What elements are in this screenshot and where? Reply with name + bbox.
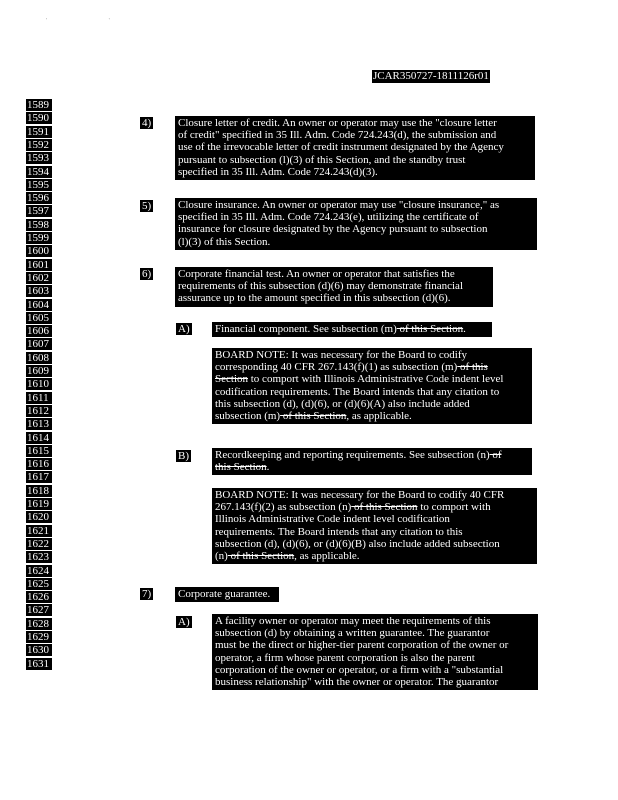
line-number: 1601 xyxy=(26,259,52,271)
paragraph-closure-letter-of-credit xyxy=(175,116,535,180)
struck-text: of this Section xyxy=(396,323,464,335)
text-run: (n) xyxy=(215,550,228,563)
text-line: Corporate financial test. An owner or operator that satisfies the xyxy=(178,268,455,280)
text-run: 267.143(f)(2) as subsection (n) xyxy=(215,501,352,514)
line-number: 1595 xyxy=(26,179,52,191)
text-run: Financial component. See subsection (m) xyxy=(215,323,397,335)
line-number: 1620 xyxy=(26,511,52,523)
paragraph-written-guarantee xyxy=(212,614,538,690)
text-line: specified in 35 Ill. Adm. Code 724.243(e), utilizing the certificate of xyxy=(178,211,479,224)
text-run: . xyxy=(463,323,466,335)
text-line: use of the irrevocable letter of credit instrument designated by the Agency xyxy=(178,141,504,154)
text-line: Corporate guarantee. xyxy=(178,588,271,600)
line-number: 1616 xyxy=(26,458,52,470)
line-number: 1618 xyxy=(26,485,52,497)
text-line: business relationship" with the owner or operator. The guarantor xyxy=(215,676,499,689)
line-number: 1603 xyxy=(26,285,52,297)
text-line: A facility owner or operator may meet the requirements of this xyxy=(215,615,491,627)
line-number: 1609 xyxy=(26,365,52,377)
struck-text: this Section xyxy=(215,461,267,474)
text-run: Recordkeeping and reporting requirements. See subsection (n) xyxy=(215,449,490,461)
struck-text: of this Section xyxy=(280,410,347,423)
line-number: 1589 xyxy=(26,99,52,111)
line-number: 1612 xyxy=(26,405,52,417)
text-line: specified in 35 Ill. Adm. Code 724.243(d)(3). xyxy=(178,165,378,178)
document-id-header: JCAR350727-1811126r01 xyxy=(373,70,489,82)
line-number: 1629 xyxy=(26,631,52,643)
text-line: BOARD NOTE: It was necessary for the Board to codify xyxy=(215,349,468,361)
line-number: 1608 xyxy=(26,352,52,364)
struck-text: of xyxy=(489,449,502,461)
text-line: this subsection (d), (d)(6), or (d)(6)(A) also include added xyxy=(215,397,470,410)
line-number: 1630 xyxy=(26,644,52,656)
paragraph-closure-insurance xyxy=(175,198,537,250)
line-number: 1599 xyxy=(26,232,52,244)
text-line: Closure letter of credit. An owner or operator may use the "closure letter xyxy=(178,117,497,129)
line-number: 1626 xyxy=(26,591,52,603)
paragraph-financial-component xyxy=(212,322,492,337)
line-number: 1598 xyxy=(26,219,52,231)
line-number: 1614 xyxy=(26,432,52,444)
item-label-6a: A) xyxy=(178,323,190,335)
item-label-6: 6) xyxy=(142,268,152,280)
line-number: 1613 xyxy=(26,418,52,430)
line-number: 1624 xyxy=(26,565,52,577)
text-line: assurance up to the amount specified in this subsection (d)(6). xyxy=(178,292,451,305)
line-number: 1619 xyxy=(26,498,52,510)
line-number: 1602 xyxy=(26,272,52,284)
paragraph-recordkeeping-reporting xyxy=(212,448,532,475)
line-number: 1606 xyxy=(26,325,52,337)
line-number: 1590 xyxy=(26,112,52,124)
line-number: 1625 xyxy=(26,578,52,590)
text-line: operator, a firm whose parent corporation is also the parent xyxy=(215,651,475,664)
text-run: subsection (m) xyxy=(215,410,281,423)
line-number: 1611 xyxy=(26,392,52,404)
text-run: , as applicable. xyxy=(346,410,412,423)
struck-text: of this Section xyxy=(351,501,418,514)
line-number: 1622 xyxy=(26,538,52,550)
text-line: Illinois Administrative Code indent level codification xyxy=(215,513,450,526)
struck-text: Section xyxy=(215,373,248,386)
text-run: to comport with Illinois Administrative Code indent level xyxy=(248,373,504,386)
line-number: 1607 xyxy=(26,338,52,350)
text-run: corresponding 40 CFR 267.143(f)(1) as subsection (m) xyxy=(215,361,458,374)
struck-text: of this xyxy=(457,361,488,374)
text-line: (l)(3) of this Section. xyxy=(178,235,271,248)
line-number: 1623 xyxy=(26,551,52,563)
line-number: 1597 xyxy=(26,205,52,217)
line-number: 1592 xyxy=(26,139,52,151)
text-line: pursuant to subsection (l)(3) of this Section, and the standby trust xyxy=(178,153,466,166)
board-note-recordkeeping xyxy=(212,488,537,564)
line-number: 1615 xyxy=(26,445,52,457)
item-label-7a: A) xyxy=(178,616,190,628)
line-number: 1621 xyxy=(26,525,52,537)
text-line: insurance for closure designated by the Agency pursuant to subsection xyxy=(178,223,488,236)
line-number: 1594 xyxy=(26,166,52,178)
line-number: 1605 xyxy=(26,312,52,324)
text-line: of credit" specified in 35 Ill. Adm. Code 724.243(d), the submission and xyxy=(178,129,497,142)
struck-text: of this Section xyxy=(227,550,295,563)
item-label-7: 7) xyxy=(142,588,152,600)
text-line: codification requirements. The Board intends that any citation to xyxy=(215,385,500,398)
text-run: . xyxy=(266,461,270,474)
text-line: subsection (d) by obtaining a written guarantee. The guarantor xyxy=(215,627,490,640)
line-number: 1604 xyxy=(26,299,52,311)
line-number: 1610 xyxy=(26,378,52,390)
text-run: , as applicable. xyxy=(294,550,360,563)
text-line: requirements. The Board intends that any citation to this xyxy=(215,525,463,538)
line-number: 1617 xyxy=(26,471,52,483)
scan-marks: ' ' xyxy=(46,18,140,24)
item-label-5: 5) xyxy=(142,200,152,212)
board-note-financial-component xyxy=(212,348,532,424)
line-number: 1591 xyxy=(26,126,52,138)
line-number: 1631 xyxy=(26,658,52,670)
line-number: 1596 xyxy=(26,192,52,204)
line-number: 1627 xyxy=(26,604,52,616)
text-run: to comport with xyxy=(417,501,491,514)
text-line: Closure insurance. An owner or operator may use "closure insurance," as xyxy=(178,199,500,211)
text-line: BOARD NOTE: It was necessary for the Board to codify 40 CFR xyxy=(215,489,505,501)
heading-corporate-guarantee xyxy=(175,587,279,602)
text-line: corporation of the owner or operator, or a firm with a "substantial xyxy=(215,663,504,676)
text-line: subsection (d), (d)(6), or (d)(6)(B) also include added subsection xyxy=(215,537,500,550)
item-label-4: 4) xyxy=(142,117,152,129)
text-line: must be the direct or higher-tier parent corporation of the owner or xyxy=(215,639,509,652)
line-number: 1628 xyxy=(26,618,52,630)
line-number: 1600 xyxy=(26,245,52,257)
text-line: requirements of this subsection (d)(6) may demonstrate financial xyxy=(178,280,463,293)
line-number: 1593 xyxy=(26,152,52,164)
item-label-6b: B) xyxy=(178,450,189,462)
paragraph-corporate-financial-test xyxy=(175,267,493,307)
